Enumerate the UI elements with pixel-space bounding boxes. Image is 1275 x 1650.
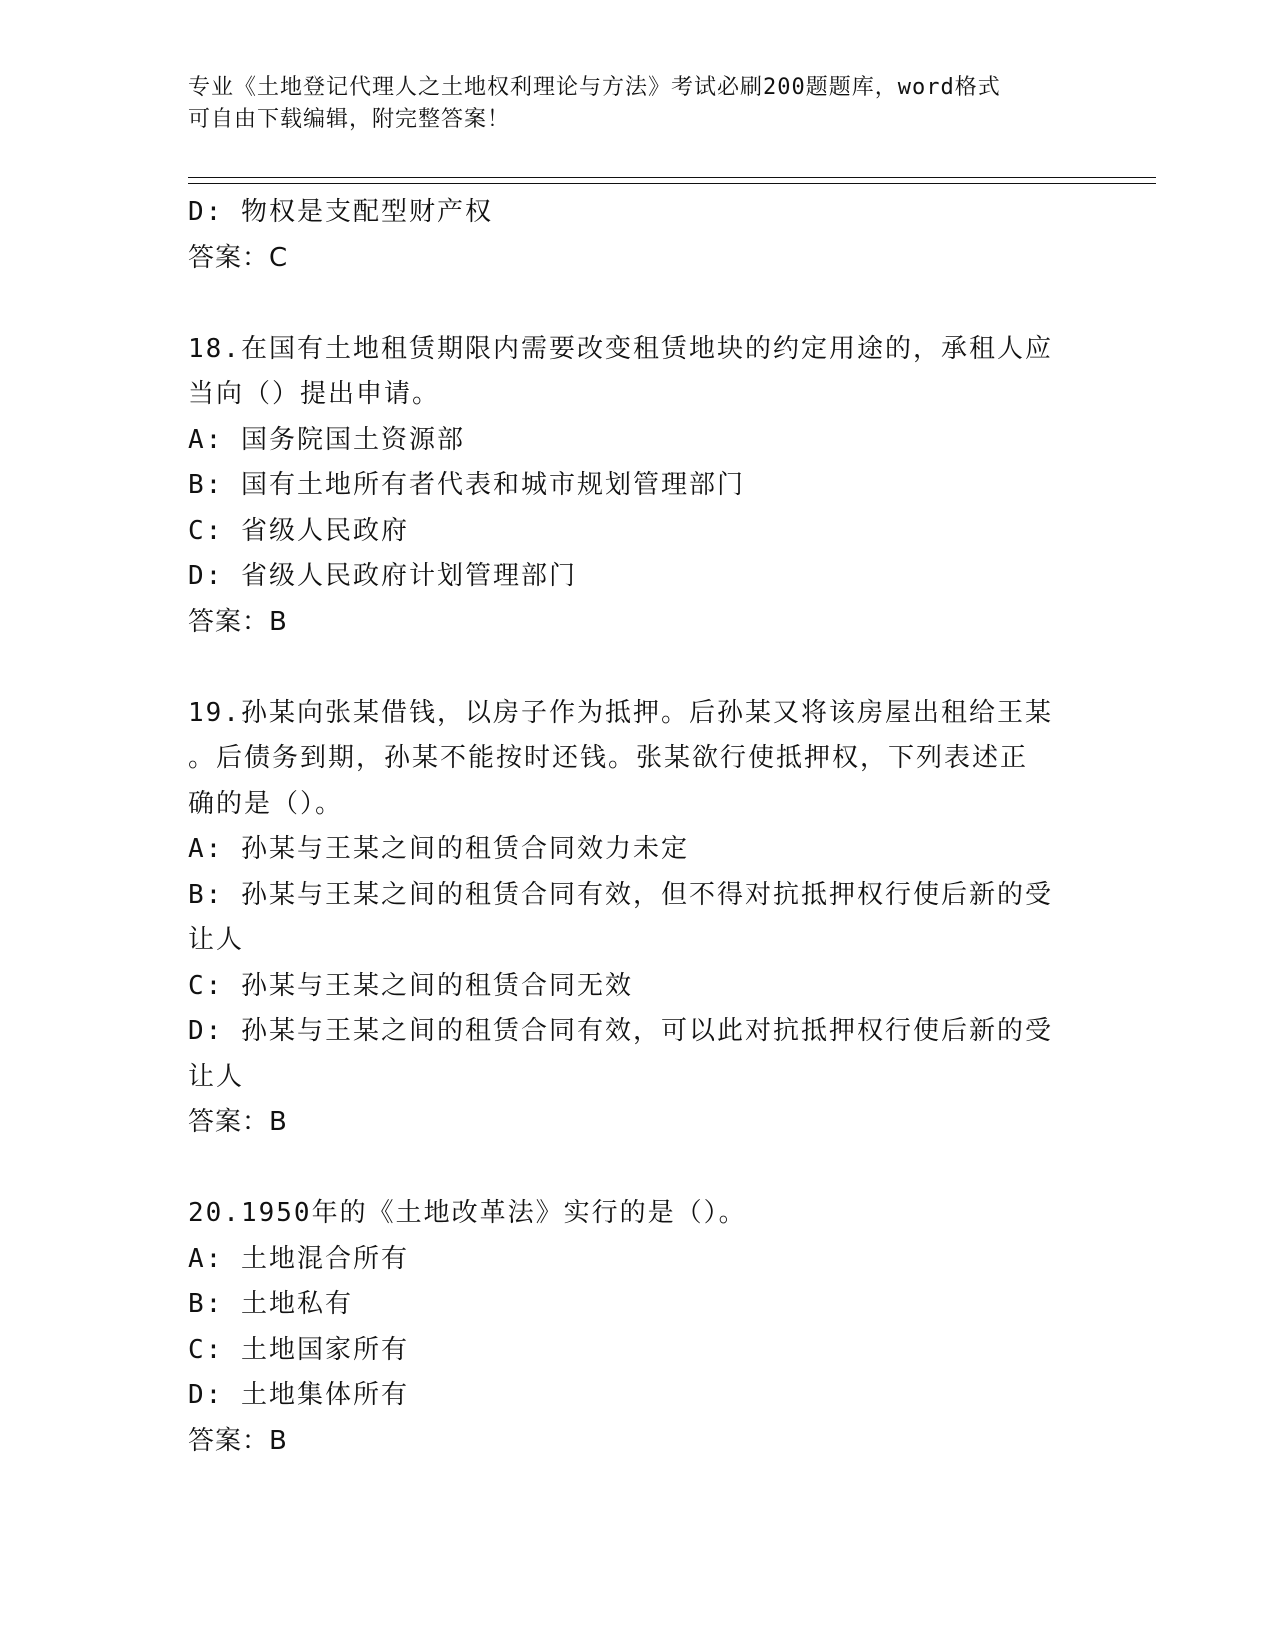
question-stem: 18.在国有土地租赁期限内需要改变租赁地块的约定用途的，承租人应: [188, 333, 1053, 364]
header-line-2: 可自由下载编辑，附完整答案！: [188, 107, 511, 132]
option-b-continued: 让人: [188, 925, 245, 955]
header-line-1: 专业《土地登记代理人之土地权利理论与方法》考试必刷200题题库，word格式: [188, 75, 1001, 100]
option-b: B: 国有土地所有者代表和城市规划管理部门: [188, 470, 745, 500]
option-a: A: 孙某与王某之间的租赁合同效力未定: [188, 834, 689, 864]
header-divider-bottom: [188, 183, 1156, 184]
question-18: [188, 327, 1088, 646]
option-c: C: 孙某与王某之间的租赁合同无效: [188, 970, 633, 1001]
option-d: D: 孙某与王某之间的租赁合同有效，可以此对抗抵押权行使后新的受: [188, 1016, 1053, 1046]
option-c: C: 省级人民政府: [188, 515, 409, 546]
option-a: A: 国务院国土资源部: [188, 424, 465, 455]
option-d: D: 省级人民政府计划管理部门: [188, 561, 577, 591]
option-b: B: 土地私有: [188, 1289, 353, 1319]
spacer: [188, 645, 1088, 691]
answer-line: 答案：B: [188, 606, 288, 637]
header-divider-top: [188, 177, 1156, 178]
question-17-tail: [188, 190, 1088, 281]
option-d: D: 土地集体所有: [188, 1380, 409, 1410]
answer-line: 答案：B: [188, 1107, 288, 1137]
option-b: B: 孙某与王某之间的租赁合同有效，但不得对抗抵押权行使后新的受: [188, 879, 1053, 910]
question-stem: 20.1950年的《土地改革法》实行的是（）。: [188, 1198, 747, 1228]
spacer: [188, 281, 1088, 327]
question-stem: 当向（）提出申请。: [188, 379, 441, 409]
option-d-continued: 让人: [188, 1061, 245, 1092]
question-list: [188, 190, 1088, 1464]
question-19: [188, 691, 1088, 1146]
spacer: [188, 1146, 1088, 1192]
question-stem: 19.孙某向张某借钱，以房子作为抵押。后孙某又将该房屋出租给王某: [188, 697, 1053, 728]
question-stem: 。后债务到期，孙某不能按时还钱。张某欲行使抵押权，下列表述正: [188, 743, 1029, 773]
question-20: [188, 1191, 1088, 1464]
option-d: D: 物权是支配型财产权: [188, 197, 493, 227]
answer-line: 答案：C: [188, 242, 289, 273]
document-header: [188, 72, 1088, 136]
question-stem: 确的是（）。: [188, 788, 344, 819]
option-a: A: 土地混合所有: [188, 1243, 409, 1274]
option-c: C: 土地国家所有: [188, 1334, 409, 1365]
answer-line: 答案：B: [188, 1425, 288, 1456]
